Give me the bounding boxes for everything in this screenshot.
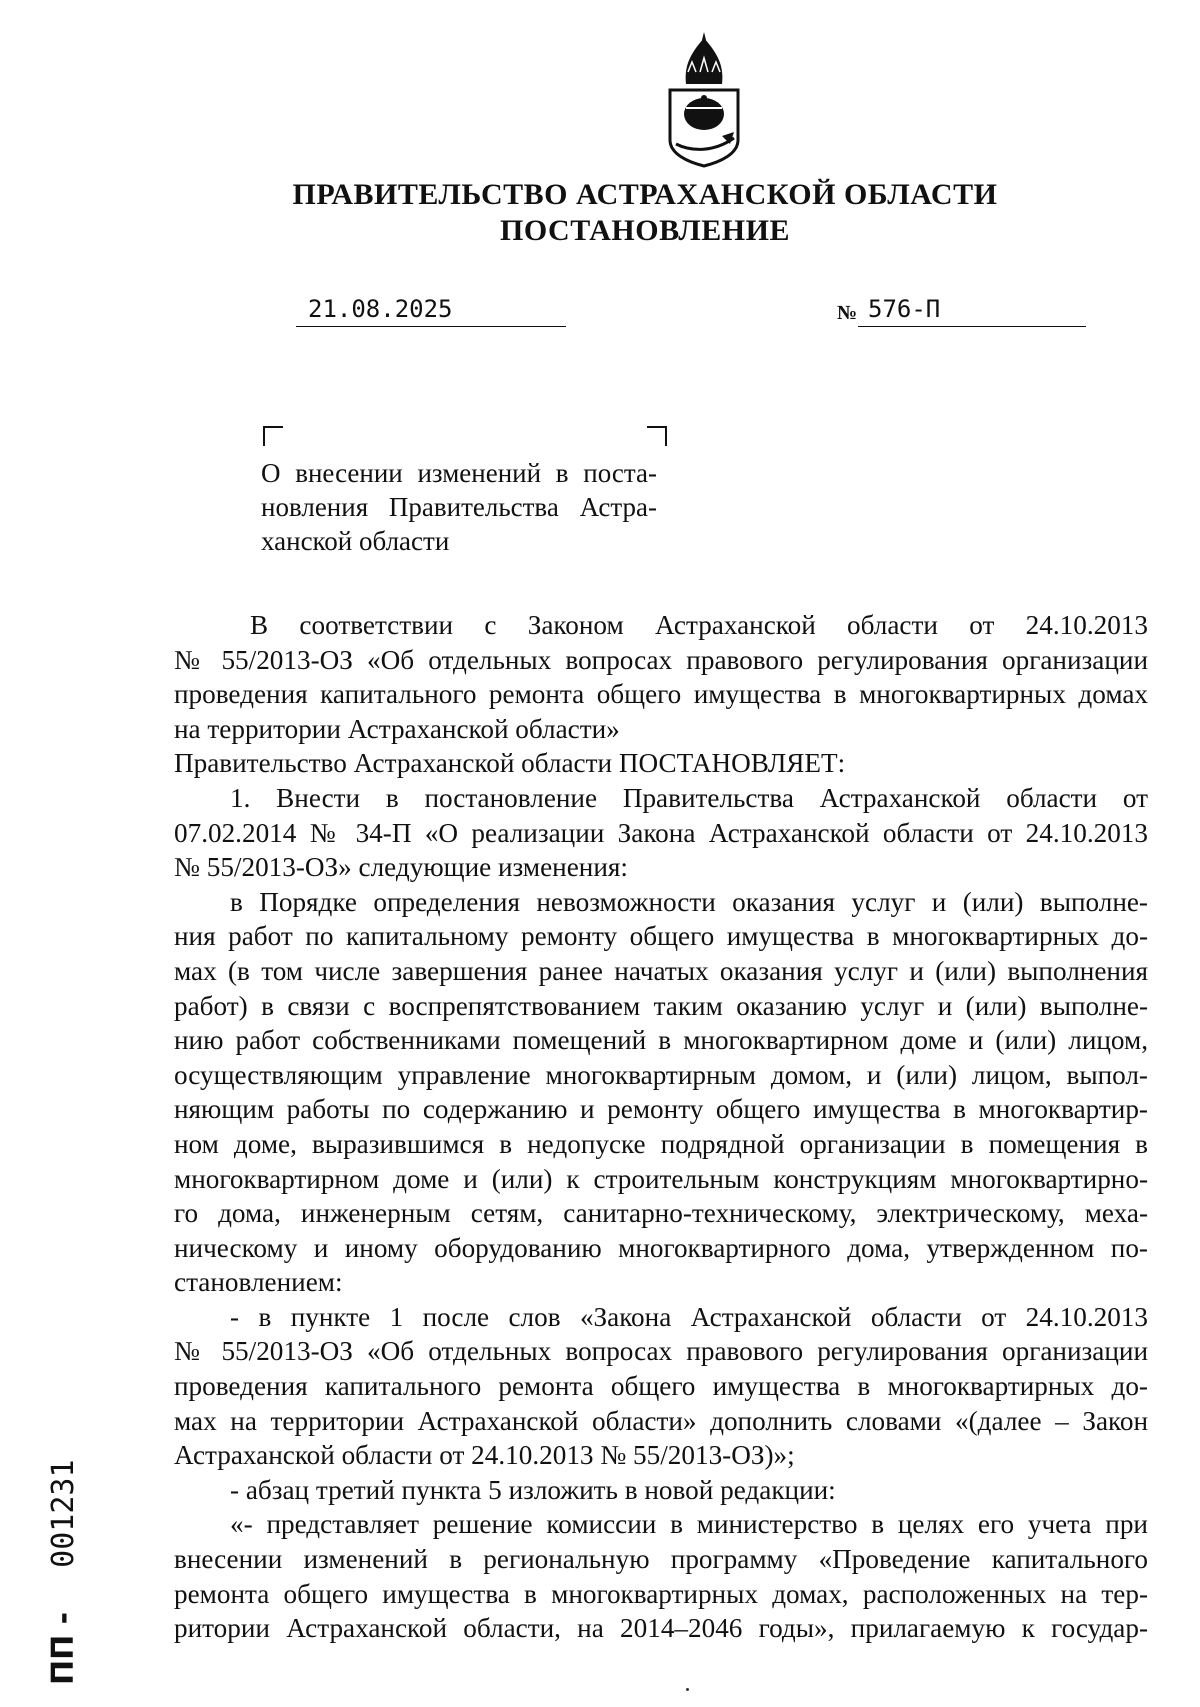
body-line: № 55/2013-ОЗ «Об отдельных вопросах правового регулирования организации <box>174 1336 1148 1367</box>
body-line: № 55/2013-ОЗ» следующие изменения: <box>174 852 628 883</box>
body-line: нию работ собственниками помещений в многоквартирном доме и (или) лицом, <box>174 1025 1148 1056</box>
body-line: Правительство Астраханской области ПОСТАНОВЛЯЕТ: <box>174 748 846 779</box>
document-date: 21.08.2025 <box>308 295 453 323</box>
body-line: внесении изменений в региональную программу «Проведение капитального <box>174 1544 1148 1575</box>
stamp-prefix: ПП - <box>46 1611 81 1685</box>
document-type: ПОСТАНОВЛЕНИЕ <box>500 214 790 247</box>
subject-corner-right <box>647 426 667 446</box>
document-date-field <box>296 294 566 327</box>
number-label: № <box>837 302 858 324</box>
body-line: го дома, инженерным сетям, санитарно-техническому, электрическому, меха- <box>174 1198 1148 1229</box>
body-line: ремонта общего имущества в многоквартирных домах, расположенных на тер- <box>174 1578 1148 1609</box>
document-number: 576-П <box>868 295 941 323</box>
registration-stamp <box>44 1395 84 1685</box>
body-line: - в пункте 1 после слов «Закона Астраханской области от 24.10.2013 <box>230 1301 1148 1332</box>
body-line: В соответствии с Законом Астраханской области от 24.10.2013 <box>250 610 1148 640</box>
scan-speck <box>686 1688 689 1691</box>
subject-line: новления Правительства Астра- <box>261 492 657 522</box>
body-line: 07.02.2014 № 34-П «О реализации Закона Астраханской области от 24.10.2013 <box>174 817 1148 848</box>
subject-line: ханской области <box>261 526 450 556</box>
document-body <box>174 608 1148 1646</box>
body-line: «- представляет решение комиссии в министерство в целях его учета при <box>230 1509 1148 1540</box>
body-line: становлением: <box>174 1267 343 1298</box>
body-line: осуществляющим управление многоквартирным домом, и (или) лицом, выпол- <box>174 1059 1148 1090</box>
body-line: многоквартирном доме и (или) к строительным конструкциям многоквартирно- <box>174 1163 1148 1194</box>
body-line: № 55/2013-ОЗ «Об отдельных вопросах правового регулирования организации <box>174 644 1148 675</box>
body-line: ном доме, выразившимся в недопуске подрядной организации в помещения в <box>174 1128 1148 1159</box>
stamp-number: 001231 <box>46 1459 81 1568</box>
body-line: мах (в том числе завершения ранее начатых оказания услуг и (или) выполнения <box>174 955 1148 986</box>
body-line: ритории Астраханской области, на 2014–2046 годы», прилагаемую к государ- <box>174 1613 1148 1644</box>
body-line: 1. Внести в постановление Правительства Астраханской области от <box>230 782 1148 813</box>
body-line: мах на территории Астраханской области» дополнить словами «(далее – Закон <box>174 1405 1148 1436</box>
body-line: ния работ по капитальному ремонту общего имущества в многоквартирных до- <box>174 921 1148 952</box>
body-line: ническому и иному оборудованию многоквартирного дома, утвержденном по- <box>174 1232 1148 1263</box>
subject-corner-left <box>263 426 283 446</box>
body-line: проведения капитального ремонта общего имущества в многоквартирных до- <box>174 1371 1148 1402</box>
body-line: проведения капитального ремонта общего имущества в многоквартирных домах <box>174 679 1148 710</box>
document-subject <box>261 456 657 558</box>
body-line: в Порядке определения невозможности оказания услуг и (или) выполне- <box>230 886 1148 917</box>
body-line: Астраханской области от 24.10.2013 № 55/2013-ОЗ)»; <box>174 1440 795 1471</box>
body-line: няющим работы по содержанию и ремонту общего имущества в многоквартир- <box>174 1094 1148 1125</box>
government-title: ПРАВИТЕЛЬСТВО АСТРАХАНСКОЙ ОБЛАСТИ <box>292 178 998 211</box>
subject-line: О внесении изменений в поста- <box>261 458 657 488</box>
body-line: на территории Астраханской области» <box>174 713 620 744</box>
document-number-field <box>858 294 1086 327</box>
body-line: - абзац третий пункта 5 изложить в новой редакции: <box>230 1474 836 1505</box>
body-line: работ) в связи с воспрепятствованием таким оказанию услуг и (или) выполне- <box>174 990 1148 1021</box>
coat-of-arms-emblem <box>662 28 746 168</box>
